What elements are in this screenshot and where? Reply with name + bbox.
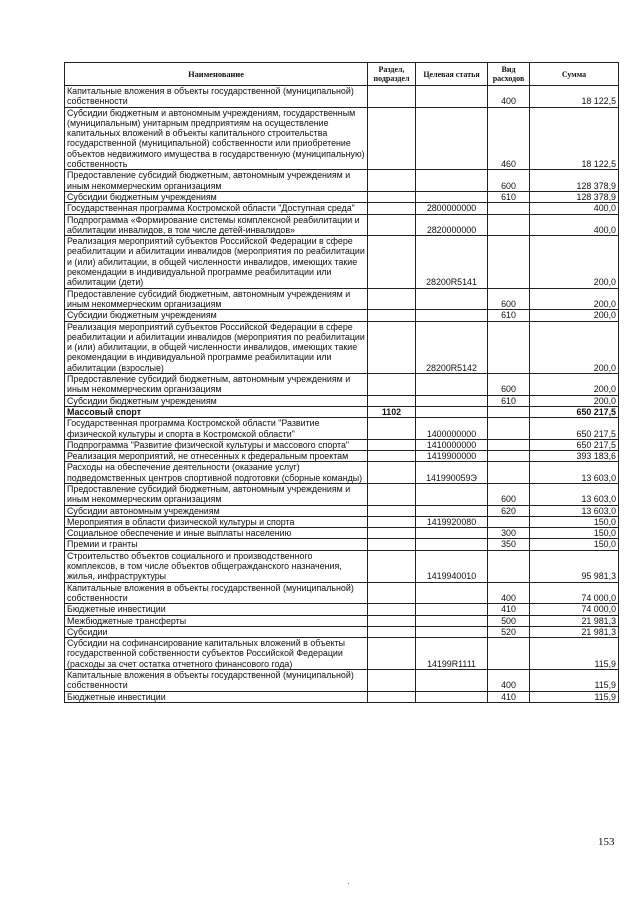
table-header-row — [65, 63, 619, 86]
table-row — [65, 516, 619, 527]
table-row — [65, 528, 619, 539]
table-row — [65, 451, 619, 462]
table-row — [65, 310, 619, 321]
cell-target-article — [416, 528, 488, 539]
cell-name: Предоставление субсидий бюджетным, автономным учреждениям и иным некоммерческим организациям — [65, 288, 368, 310]
cell-expense-type: 400 — [488, 670, 530, 692]
cell-section — [368, 374, 416, 396]
cell-target-article — [416, 615, 488, 626]
cell-sum: 200,0 — [530, 310, 619, 321]
table-row — [65, 691, 619, 702]
table-row — [65, 615, 619, 626]
cell-section — [368, 288, 416, 310]
table-row — [65, 321, 619, 373]
cell-sum: 200,0 — [530, 288, 619, 310]
cell-section — [368, 505, 416, 516]
cell-section — [368, 321, 416, 373]
table-row — [65, 374, 619, 396]
cell-expense-type — [488, 516, 530, 527]
cell-name: Массовый спорт — [65, 406, 368, 417]
cell-name: Реализация мероприятий, не отнесенных к федеральным проектам — [65, 451, 368, 462]
cell-section — [368, 451, 416, 462]
cell-target-article: 1419940010 — [416, 550, 488, 582]
cell-expense-type — [488, 451, 530, 462]
cell-sum: 13 603,0 — [530, 505, 619, 516]
table-row — [65, 418, 619, 440]
cell-target-article: 1419920080 — [416, 516, 488, 527]
cell-sum: 13 603,0 — [530, 483, 619, 505]
cell-target-article — [416, 604, 488, 615]
cell-name: Субсидии бюджетным учреждениям — [65, 395, 368, 406]
cell-sum: 115,9 — [530, 638, 619, 670]
table-row — [65, 203, 619, 214]
cell-section — [368, 483, 416, 505]
cell-target-article: 2820000000 — [416, 214, 488, 236]
cell-expense-type: 400 — [488, 582, 530, 604]
cell-section: 1102 — [368, 406, 416, 417]
budget-table — [64, 62, 619, 703]
cell-expense-type: 410 — [488, 691, 530, 702]
header-section: Раздел, подраздел — [368, 63, 416, 86]
cell-section — [368, 615, 416, 626]
cell-target-article — [416, 86, 488, 108]
cell-target-article — [416, 483, 488, 505]
cell-name: Субсидии бюджетным учреждениям — [65, 310, 368, 321]
cell-name: Предоставление субсидий бюджетным, автономным учреждениям и иным некоммерческим организациям — [65, 374, 368, 396]
cell-name: Капитальные вложения в объекты государственной (муниципальной) собственности — [65, 670, 368, 692]
cell-target-article: 1410000000 — [416, 439, 488, 450]
cell-sum: 650 217,5 — [530, 406, 619, 417]
cell-target-article — [416, 406, 488, 417]
table-row — [65, 626, 619, 637]
table-row — [65, 582, 619, 604]
table-row — [65, 483, 619, 505]
cell-name: Бюджетные инвестиции — [65, 604, 368, 615]
cell-expense-type: 500 — [488, 615, 530, 626]
cell-target-article — [416, 310, 488, 321]
cell-expense-type: 610 — [488, 395, 530, 406]
cell-sum: 150,0 — [530, 528, 619, 539]
page-number: 153 — [598, 836, 615, 848]
cell-target-article: 28200R5141 — [416, 236, 488, 288]
cell-target-article: 14199R1111 — [416, 638, 488, 670]
cell-sum: 200,0 — [530, 395, 619, 406]
cell-target-article — [416, 374, 488, 396]
cell-expense-type: 350 — [488, 539, 530, 550]
cell-sum: 150,0 — [530, 516, 619, 527]
cell-expense-type — [488, 638, 530, 670]
table-row — [65, 214, 619, 236]
cell-expense-type: 410 — [488, 604, 530, 615]
cell-sum: 95 981,3 — [530, 550, 619, 582]
cell-section — [368, 582, 416, 604]
cell-expense-type: 610 — [488, 310, 530, 321]
cell-target-article: 1419900000 — [416, 451, 488, 462]
table-row — [65, 288, 619, 310]
header-expense-type: Вид расходов — [488, 63, 530, 86]
cell-name: Строительство объектов социального и производственного комплексов, в том числе объектов общегражданского назначения, жилья, инфраструктуры — [65, 550, 368, 582]
cell-expense-type: 400 — [488, 86, 530, 108]
cell-section — [368, 638, 416, 670]
cell-name: Предоставление субсидий бюджетным, автономным учреждениям и иным некоммерческим организациям — [65, 170, 368, 192]
cell-name: Капитальные вложения в объекты государственной (муниципальной) собственности — [65, 582, 368, 604]
cell-name: Реализация мероприятий субъектов Российской Федерации в сфере реабилитации и абилитации инвалидов (мероприятия по реабилитации и (или) абилитации, в общей численности инвалидов, имеющих такие рекомендации в индивидуальной программе реабилитации или абилитации (дети) — [65, 236, 368, 288]
cell-section — [368, 236, 416, 288]
table-row — [65, 604, 619, 615]
cell-target-article — [416, 626, 488, 637]
table-row — [65, 236, 619, 288]
cell-section — [368, 107, 416, 170]
table-row — [65, 550, 619, 582]
table-body — [65, 86, 619, 703]
table-row — [65, 505, 619, 516]
cell-section — [368, 539, 416, 550]
scan-artifact — [348, 883, 349, 884]
cell-expense-type — [488, 462, 530, 484]
cell-target-article — [416, 395, 488, 406]
cell-section — [368, 418, 416, 440]
cell-sum: 650 217,5 — [530, 418, 619, 440]
cell-sum: 200,0 — [530, 321, 619, 373]
cell-name: Субсидии — [65, 626, 368, 637]
table-row — [65, 170, 619, 192]
cell-target-article — [416, 288, 488, 310]
cell-name: Социальное обеспечение и иные выплаты населению — [65, 528, 368, 539]
cell-sum: 650 217,5 — [530, 439, 619, 450]
cell-sum: 115,9 — [530, 691, 619, 702]
table-row — [65, 86, 619, 108]
cell-sum: 393 183,6 — [530, 451, 619, 462]
table-row — [65, 439, 619, 450]
cell-sum: 13 603,0 — [530, 462, 619, 484]
table-row — [65, 406, 619, 417]
cell-name: Премии и гранты — [65, 539, 368, 550]
cell-name: Мероприятия в области физической культуры и спорта — [65, 516, 368, 527]
cell-target-article — [416, 107, 488, 170]
cell-name: Бюджетные инвестиции — [65, 691, 368, 702]
cell-sum: 21 981,3 — [530, 615, 619, 626]
cell-target-article — [416, 670, 488, 692]
cell-target-article: 28200R5142 — [416, 321, 488, 373]
cell-section — [368, 550, 416, 582]
cell-section — [368, 528, 416, 539]
table-row — [65, 107, 619, 170]
cell-section — [368, 516, 416, 527]
header-name: Наименование — [65, 63, 368, 86]
cell-section — [368, 670, 416, 692]
cell-name: Субсидии автономным учреждениям — [65, 505, 368, 516]
cell-expense-type: 600 — [488, 374, 530, 396]
cell-target-article: 141990059Э — [416, 462, 488, 484]
cell-expense-type: 600 — [488, 170, 530, 192]
cell-expense-type — [488, 418, 530, 440]
cell-sum: 115,9 — [530, 670, 619, 692]
cell-name: Субсидии на софинансирование капитальных вложений в объекты государственной собственности субъектов Российской Федерации (расходы за счет остатка отчетного финансового года) — [65, 638, 368, 670]
cell-name: Капитальные вложения в объекты государственной (муниципальной) собственности — [65, 86, 368, 108]
cell-section — [368, 604, 416, 615]
cell-sum: 200,0 — [530, 374, 619, 396]
cell-expense-type — [488, 550, 530, 582]
cell-sum: 21 981,3 — [530, 626, 619, 637]
cell-target-article — [416, 505, 488, 516]
cell-expense-type — [488, 214, 530, 236]
cell-section — [368, 86, 416, 108]
cell-target-article — [416, 191, 488, 202]
cell-target-article — [416, 170, 488, 192]
cell-section — [368, 203, 416, 214]
table-row — [65, 462, 619, 484]
cell-sum: 128 378,9 — [530, 170, 619, 192]
cell-sum: 74 000,0 — [530, 582, 619, 604]
table-row — [65, 670, 619, 692]
cell-name: Государственная программа Костромской области "Развитие физической культуры и спорта в Костромской области" — [65, 418, 368, 440]
cell-section — [368, 191, 416, 202]
table-row — [65, 638, 619, 670]
cell-sum: 128 378,9 — [530, 191, 619, 202]
cell-name: Расходы на обеспечение деятельности (оказание услуг) подведомственных центров спортивной подготовки (сборные команды) — [65, 462, 368, 484]
cell-expense-type — [488, 406, 530, 417]
cell-name: Государственная программа Костромской области "Доступная среда" — [65, 203, 368, 214]
cell-section — [368, 170, 416, 192]
cell-expense-type — [488, 321, 530, 373]
cell-expense-type: 610 — [488, 191, 530, 202]
cell-sum: 18 122,5 — [530, 107, 619, 170]
cell-sum: 400,0 — [530, 214, 619, 236]
cell-expense-type — [488, 236, 530, 288]
cell-expense-type — [488, 203, 530, 214]
cell-name: Подпрограмма "Развитие физической культуры и массового спорта" — [65, 439, 368, 450]
cell-expense-type: 600 — [488, 483, 530, 505]
cell-sum: 74 000,0 — [530, 604, 619, 615]
cell-name: Субсидии бюджетным учреждениям — [65, 191, 368, 202]
cell-section — [368, 439, 416, 450]
cell-section — [368, 462, 416, 484]
cell-name: Подпрограмма «Формирование системы комплексной реабилитации и абилитации инвалидов, в том числе детей-инвалидов» — [65, 214, 368, 236]
cell-sum: 400,0 — [530, 203, 619, 214]
cell-expense-type: 460 — [488, 107, 530, 170]
cell-section — [368, 214, 416, 236]
table-row — [65, 539, 619, 550]
cell-target-article — [416, 539, 488, 550]
cell-name: Реализация мероприятий субъектов Российской Федерации в сфере реабилитации и абилитации инвалидов (мероприятия по реабилитации и (или) абилитации, в общей численности инвалидов, имеющих такие рекомендации в индивидуальной программе реабилитации или абилитации (взрослые) — [65, 321, 368, 373]
cell-sum: 200,0 — [530, 236, 619, 288]
cell-expense-type: 600 — [488, 288, 530, 310]
cell-target-article: 1400000000 — [416, 418, 488, 440]
cell-name: Субсидии бюджетным и автономным учреждениям, государственным (муниципальным) унитарным предприятиям на осуществление капитальных вложений в объекты капитального строительства государственной (муниципальной) собственности или приобретение объектов недвижимого имущества в государственную (муниципальную) собственность — [65, 107, 368, 170]
table-row — [65, 191, 619, 202]
header-target-article: Целевая статья — [416, 63, 488, 86]
cell-target-article — [416, 691, 488, 702]
header-sum: Сумма — [530, 63, 619, 86]
cell-section — [368, 691, 416, 702]
cell-expense-type: 620 — [488, 505, 530, 516]
cell-name: Межбюджетные трансферты — [65, 615, 368, 626]
cell-expense-type: 300 — [488, 528, 530, 539]
cell-sum: 150,0 — [530, 539, 619, 550]
cell-section — [368, 310, 416, 321]
cell-sum: 18 122,5 — [530, 86, 619, 108]
cell-section — [368, 395, 416, 406]
cell-expense-type: 520 — [488, 626, 530, 637]
cell-section — [368, 626, 416, 637]
table-row — [65, 395, 619, 406]
cell-target-article: 2800000000 — [416, 203, 488, 214]
cell-target-article — [416, 582, 488, 604]
cell-name: Предоставление субсидий бюджетным, автономным учреждениям и иным некоммерческим организациям — [65, 483, 368, 505]
cell-expense-type — [488, 439, 530, 450]
